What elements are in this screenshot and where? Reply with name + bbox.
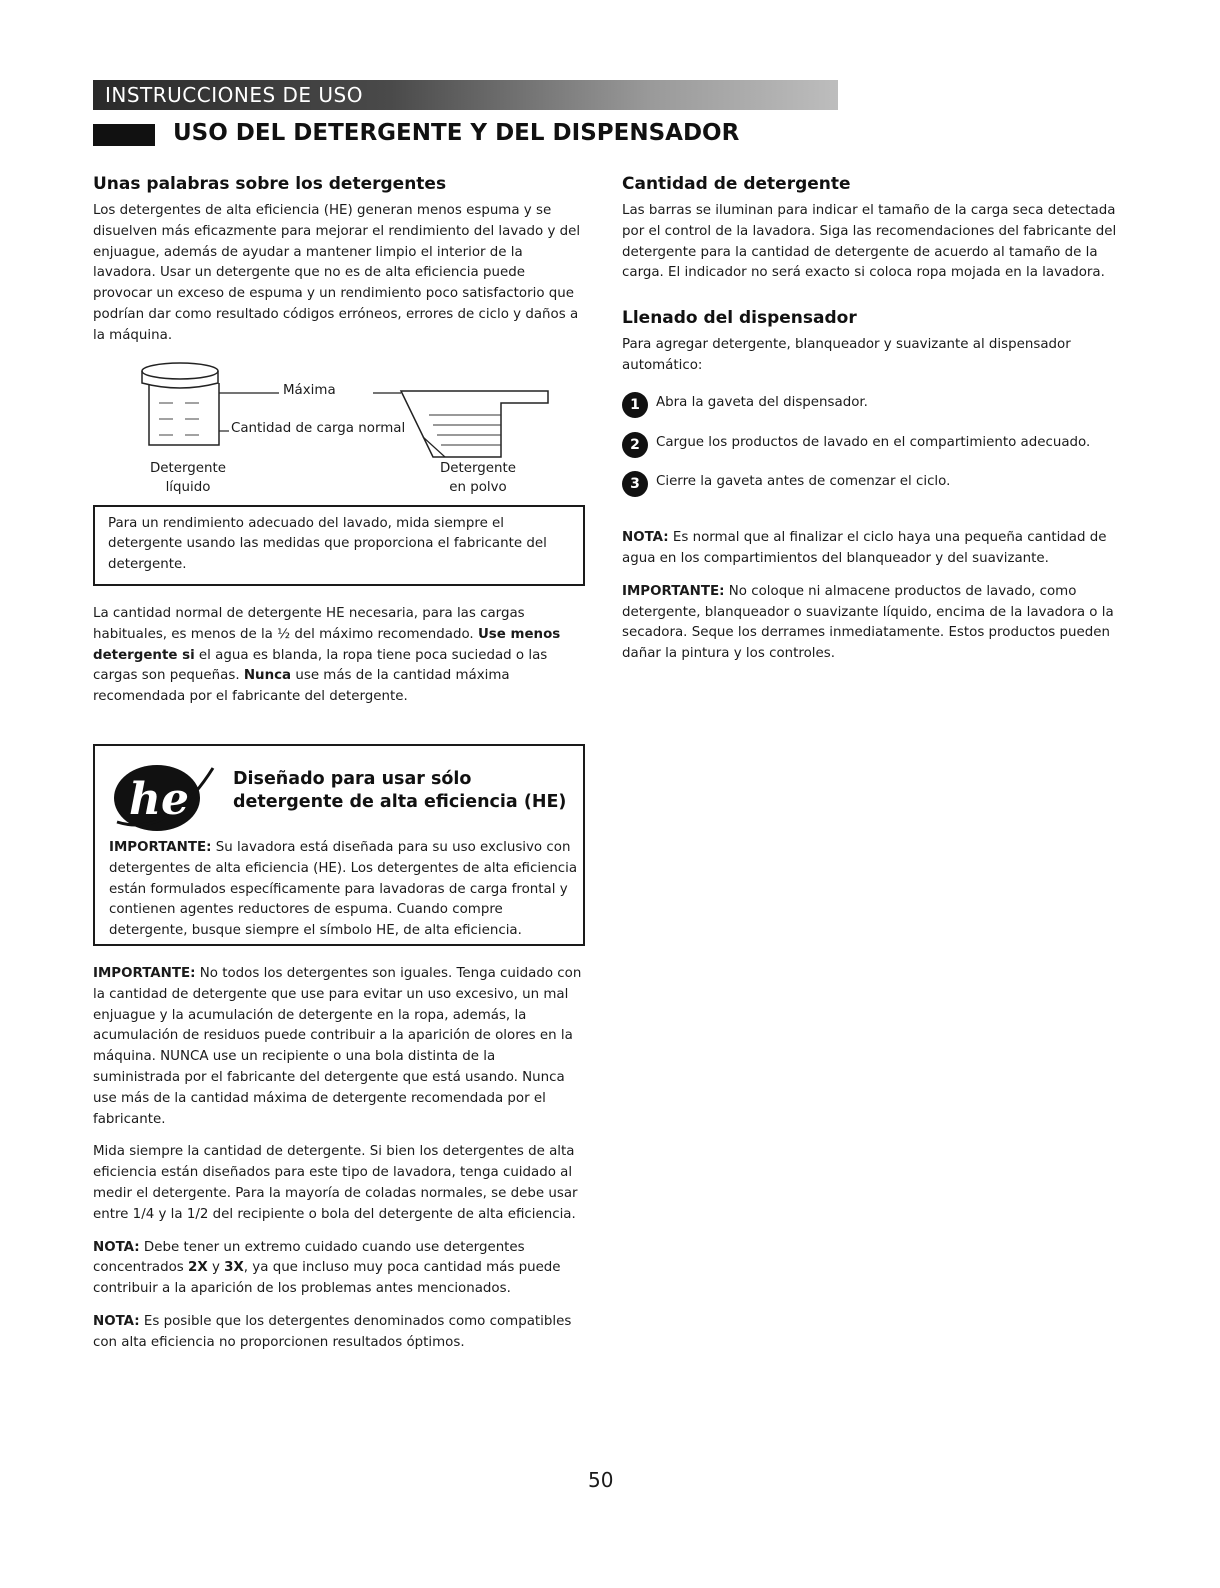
spacer (93, 1130, 585, 1142)
measure-callout-text: Para un rendimiento adecuado del lavado, mida siempre el detergente usando las medidas que proporciona el fabricante del detergente. (108, 515, 547, 573)
step-number-icon: 2 (622, 432, 648, 458)
spacer (622, 284, 1117, 308)
he-title-line1: Diseñado para usar sólo (233, 768, 472, 789)
nota2-label: NOTA: (93, 1313, 140, 1329)
left-column (93, 174, 585, 1354)
nota1-bold-3x: 3X (224, 1260, 244, 1276)
spacer (93, 586, 585, 604)
nota1-text-1: Debe tener un extremo cuidado cuando use detergentes concentrados (93, 1239, 525, 1276)
max-label: Máxima (283, 382, 336, 398)
liquid-caption-line2: líquido (165, 479, 211, 495)
powder-caption-line2: en polvo (449, 479, 507, 495)
important2-paragraph (93, 964, 585, 1130)
he-title (233, 768, 566, 814)
quantity-heading: Cantidad de detergente (622, 174, 851, 194)
normal-amount-text-2: el agua es blanda, la ropa tiene poca suciedad o las cargas son pequeñas. (93, 647, 548, 684)
fill-dispenser-heading: Llenado del dispensador (622, 308, 857, 329)
spacer (93, 1300, 585, 1312)
he-important-label: IMPORTANTE: (109, 839, 212, 855)
title-marker (93, 124, 155, 146)
powder-caption-line1: Detergente (439, 460, 517, 476)
he-important-body: Su lavadora está diseñada para su uso exclusivo con detergentes de alta eficiencia (HE). Los detergentes de alta eficiencia están formulados específicamente para lavadoras de carga frontal y contienen agentes reductores de espuma. Cuando compre detergente, busque siempre el símbolo HE, de alta eficiencia. (109, 839, 578, 939)
step-text: Abra la gaveta del dispensador. (656, 394, 868, 410)
nota1-bold-2x: 2X (188, 1260, 208, 1276)
step-item-3 (622, 472, 1117, 493)
nota1-text-2: y (207, 1260, 225, 1276)
detergents-heading: Unas palabras sobre los detergentes (93, 174, 447, 194)
normal-amount-bold-2: Nunca (243, 668, 292, 684)
he-logo-icon (109, 758, 219, 834)
step-item-1 (622, 393, 1117, 414)
detergents-paragraph: Los detergentes de alta eficiencia (HE) generan menos espuma y se disuelven más eficazmente para mejorar el rendimiento del lavado y del enjuague, además de ayudar a mantener limpio el interior de la lavadora. Usar un detergente que no es de alta eficiencia puede provocar un exceso de espuma y un rendimiento poco satisfactorio que podrían dar como resultado códigos erróneos, errores de ciclo y daños a la máquina. (93, 203, 581, 343)
normal-amount-paragraph (93, 604, 585, 708)
normal-load-label: Cantidad de carga normal (231, 420, 406, 436)
spacer (622, 570, 1117, 582)
dispenser-important-label: IMPORTANTE: (622, 583, 725, 599)
dispenser-nota-label: NOTA: (622, 530, 669, 546)
banner-label: INSTRUCCIONES DE USO (105, 83, 363, 107)
step-text: Cierre la gaveta antes de comenzar el ciclo. (656, 474, 951, 490)
nota1-paragraph (93, 1238, 585, 1300)
svg-text:he: he (129, 773, 189, 825)
he-important-text (109, 838, 583, 942)
step-number-icon: 1 (622, 392, 648, 418)
important2-text: No todos los detergentes son iguales. Tenga cuidado con la cantidad de detergente que use para evitar un uso excesivo, un mal enjuague y la acumulación de detergente en la ropa, además, la acumulación de residuos puede contribuir a la aparición de olores en la máquina. NUNCA use un recipiente o una bola distinta de la suministrada por el fabricante del detergente que está usando. Nunca use más de la cantidad máxima de detergente recomendada por el fabricante. (93, 965, 582, 1127)
page-number: 50 (588, 1468, 614, 1492)
important2-label: IMPORTANTE: (93, 965, 196, 981)
step-item-2 (622, 433, 1117, 454)
step-number-icon: 3 (622, 471, 648, 497)
powder-caption (423, 459, 533, 497)
dispenser-important-paragraph (622, 582, 1117, 665)
normal-amount-text-3: use más de la cantidad máxima recomendada por el fabricante del detergente. (93, 668, 510, 705)
step-text: Cargue los productos de lavado en el compartimiento adecuado. (656, 434, 1091, 450)
dispenser-nota-paragraph (622, 528, 1117, 570)
nota2-paragraph (93, 1312, 585, 1354)
dispenser-important-text: No coloque ni almacene productos de lavado, como detergente, blanqueador o suavizante líquido, encima de la lavadora o la secadora. Seque los derrames inmediatamente. Estos productos pueden dañar la pintura y los controles. (622, 583, 1114, 662)
page-title: USO DEL DETERGENTE Y DEL DISPENSADOR (173, 120, 740, 146)
nota2-text: Es posible que los detergentes denominados como compatibles con alta eficiencia no proporcionen resultados óptimos. (93, 1313, 572, 1350)
spacer (93, 946, 585, 964)
normal-amount-text-1: La cantidad normal de detergente HE necesaria, para las cargas habituales, es menos de la ½ del máximo recomendado. (93, 605, 525, 642)
dispenser-nota-text: Es normal que al finalizar el ciclo haya una pequeña cantidad de agua en los compartimientos del blanqueador y del suavizante. (622, 530, 1107, 566)
fill-dispenser-intro: Para agregar detergente, blanqueador y suavizante al dispensador automático: (622, 337, 1071, 373)
detergent-measure-figure (93, 359, 585, 499)
he-title-line2: detergente de alta eficiencia (HE) (233, 791, 567, 812)
normal-amount-bold-1: Use menos detergente si (93, 626, 561, 663)
measure-always-paragraph: Mida siempre la cantidad de detergente. Si bien los detergentes de alta eficiencia están diseñados para este tipo de lavadora, tenga cuidado al medir el detergente. Para la mayoría de coladas normales, se debe usar entre 1/4 y la 1/2 del recipiente o bola del detergente de alta eficiencia. (93, 1144, 578, 1222)
section-banner (93, 80, 838, 110)
steps-list (622, 393, 1117, 493)
spacer (93, 1226, 585, 1238)
he-header (109, 756, 583, 834)
measure-callout-box (93, 505, 585, 586)
he-callout-box (93, 744, 585, 946)
right-column (622, 174, 1117, 665)
nota1-label: NOTA: (93, 1239, 140, 1255)
nota1-text-3: , ya que incluso muy poca cantidad más puede contribuir a la aparición de los problemas antes mencionados. (93, 1260, 561, 1297)
spacer (622, 512, 1117, 528)
liquid-caption-line1: Detergente (149, 460, 227, 476)
quantity-paragraph: Las barras se iluminan para indicar el tamaño de la carga seca detectada por el control de la lavadora. Siga las recomendaciones del fabricante del detergente para la cantidad de detergente de acuerdo al tamaño de la carga. El indicador no será exacto si coloca ropa mojada en la lavadora. (622, 203, 1117, 281)
liquid-caption (133, 459, 243, 497)
